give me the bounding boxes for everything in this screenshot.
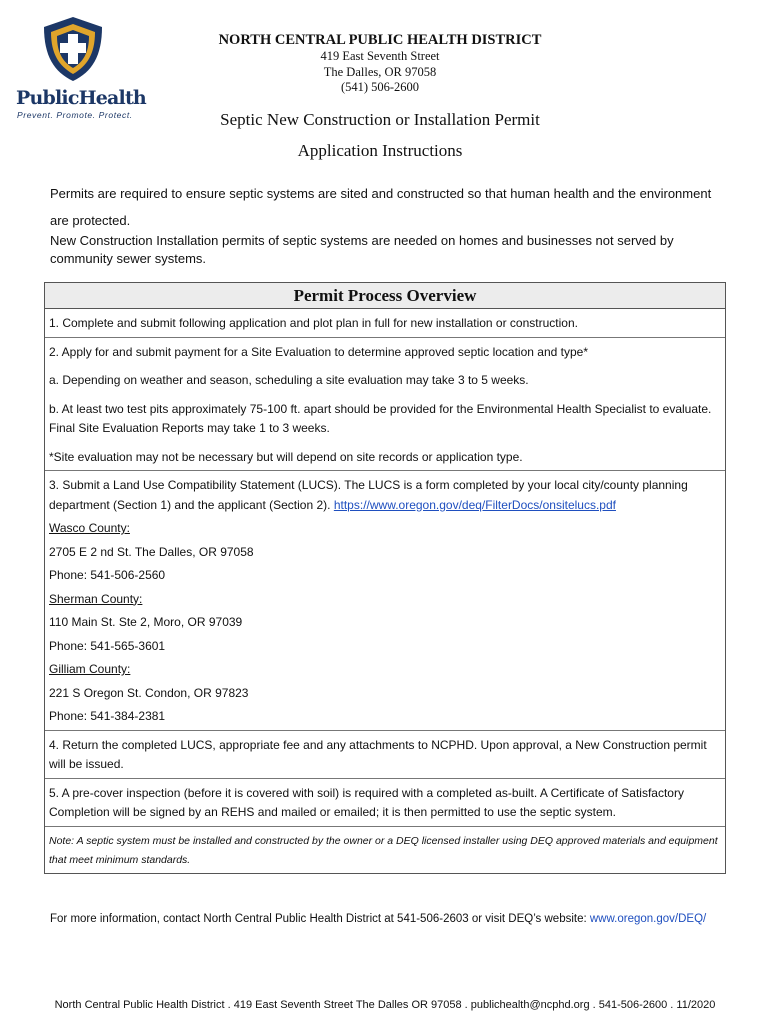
step-2-text: 2. Apply for and submit payment for a Site Evaluation to determine approved septic location and type* (49, 344, 588, 359)
intro-paragraph-2: New Construction Installation permits of septic systems are needed on homes and businesses not served by community sewer systems. (50, 233, 674, 266)
county-gilliam-address: 221 S Oregon St. Condon, OR 97823 (49, 685, 249, 700)
county-wasco-address: 2705 E 2 nd St. The Dalles, OR 97058 (49, 544, 254, 559)
document-title: Septic New Construction or Installation Permit (220, 110, 540, 129)
county-sherman-address: 110 Main St. Ste 2, Moro, OR 97039 (49, 615, 243, 629)
step-2-footnote: *Site evaluation may not be necessary but will depend on site records or application type. (49, 449, 523, 464)
more-info-text: For more information, contact North Central Public Health District at 541-506-2603 or visit DEQ’s website: (50, 913, 590, 925)
more-info (50, 913, 706, 925)
org-address-2: The Dalles, OR 97058 (323, 64, 437, 79)
org-name: NORTH CENTRAL PUBLIC HEALTH DISTRICT (218, 32, 542, 48)
step-4 (45, 731, 725, 779)
step-5 (45, 779, 725, 827)
org-phone: (541) 506-2600 (340, 80, 420, 94)
overview-heading: Permit Process Overview (45, 283, 725, 309)
org-address-1: 419 East Seventh Street (320, 49, 440, 63)
county-gilliam-phone: Phone: 541-384-2381 (49, 709, 166, 723)
step-3 (45, 471, 725, 731)
document-subtitle: Application Instructions (297, 141, 463, 160)
intro-paragraph-1: Permits are required to ensure septic systems are sited and constructed so that human health and the environment are protected. (50, 186, 712, 228)
shield-cross-icon (40, 14, 106, 84)
logo-tagline: Prevent. Promote. Protect. (17, 110, 133, 120)
step-3-body: 3. Submit a Land Use Compatibility Statement (LUCS). The LUCS is a form completed by your local city/county planning department (Section 1) and the applicant (Section 2). (49, 478, 688, 512)
step-1-text: 1. Complete and submit following application and plot plan in full for new installation or construction. (49, 316, 578, 330)
step-3-text (49, 476, 721, 515)
step-5-text: 5. A pre-cover inspection (before it is covered with soil) is required with a completed as-built. A Certificate of Satisfactory Completion will be signed by an REHS and mailed or emailed; it is then permitted to use the septic system. (49, 785, 684, 819)
page-footer: North Central Public Health District . 419 East Seventh Street The Dalles OR 97058 . publichealth@ncphd.org . 541-506-2600 . 11/2020 (54, 999, 716, 1011)
deq-website-link[interactable]: www.oregon.gov/DEQ/ (589, 913, 707, 925)
public-health-logo (14, 14, 146, 120)
county-gilliam-name: Gilliam County: (49, 662, 131, 676)
logo-wordmark: PublicHealth (16, 87, 146, 109)
step-2 (45, 338, 725, 472)
county-wasco-name: Wasco County: (49, 521, 130, 535)
step-1 (45, 309, 725, 338)
county-sherman-name: Sherman County: (49, 591, 143, 606)
installer-note (45, 827, 725, 873)
step-2a-text: a. Depending on weather and season, scheduling a site evaluation may take 3 to 5 weeks. (49, 373, 529, 387)
permit-process-overview (44, 282, 726, 874)
county-sherman-phone: Phone: 541-565-3601 (49, 638, 166, 653)
org-header (130, 31, 630, 96)
county-wasco-phone: Phone: 541-506-2560 (49, 568, 166, 582)
installer-note-text: Note: A septic system must be installed and constructed by the owner or a DEQ licensed installer using DEQ approved materials and equipment that meet minimum standards. (49, 834, 718, 866)
lucs-form-link[interactable]: https://www.oregon.gov/deq/FilterDocs/onsitelucs.pdf (333, 497, 616, 512)
step-4-text: 4. Return the completed LUCS, appropriate fee and any attachments to NCPHD. Upon approval, a New Construction permit will be issued. (49, 737, 707, 771)
step-2b-text: b. At least two test pits approximately 75-100 ft. apart should be provided for the Environmental Health Specialist to evaluate. Final Site Evaluation Reports may take 1 to 3 weeks. (49, 401, 712, 435)
